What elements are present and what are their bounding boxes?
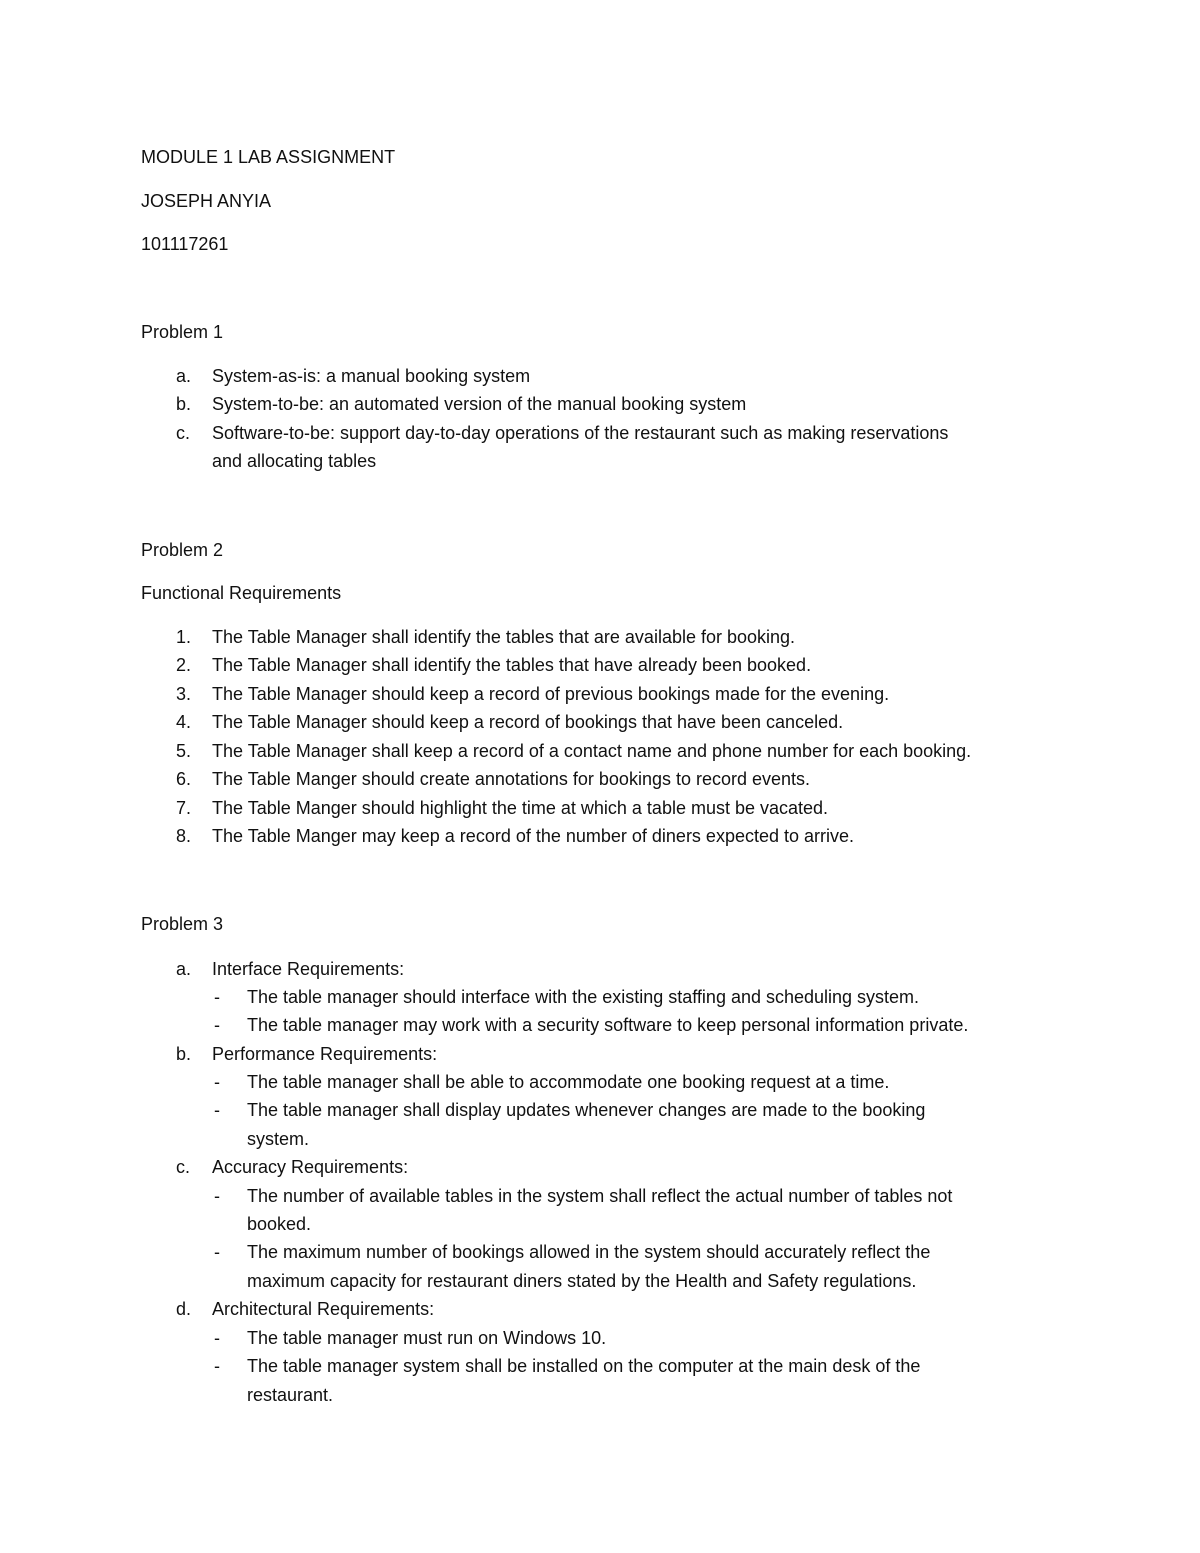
problem-1-heading: Problem 1 (141, 322, 224, 342)
section-title: Interface Requirements: (212, 959, 405, 979)
requirement-item: The Table Manager shall identify the tables that have already been booked. (212, 655, 812, 675)
bullet-item: The number of available tables in the system shall reflect the actual number of tables not (247, 1186, 953, 1206)
problem-2-heading: Problem 2 (141, 540, 224, 560)
list-marker: c. (176, 423, 191, 443)
problem-1-item: System-to-be: an automated version of the manual booking system (212, 394, 747, 414)
section-title: Performance Requirements: (212, 1044, 438, 1064)
bullet-item: The table manager should interface with the existing staffing and scheduling system. (247, 987, 920, 1007)
bullet-item: The table manager system shall be installed on the computer at the main desk of the (247, 1356, 921, 1376)
list-marker: b. (176, 394, 192, 414)
list-marker: c. (176, 1157, 191, 1177)
problem-1-item: Software-to-be: support day-to-day operations of the restaurant such as making reservations (212, 423, 949, 443)
list-marker: a. (176, 959, 192, 979)
problem-1-item-continued: and allocating tables (212, 451, 377, 471)
bullet-dash: - (214, 987, 220, 1007)
list-marker: 6. (176, 769, 192, 789)
requirement-item: The Table Manager should keep a record of previous bookings made for the evening. (212, 684, 890, 704)
list-marker: 3. (176, 684, 192, 704)
section-title: Architectural Requirements: (212, 1299, 435, 1319)
bullet-item-continued: booked. (247, 1214, 312, 1234)
list-marker: 2. (176, 655, 192, 675)
problem-2-subheading: Functional Requirements (141, 583, 342, 603)
list-marker: 1. (176, 627, 192, 647)
bullet-item: The table manager may work with a security software to keep personal information private. (247, 1015, 969, 1035)
bullet-item-continued: restaurant. (247, 1385, 334, 1405)
bullet-dash: - (214, 1186, 220, 1206)
requirement-item: The Table Manager shall keep a record of a contact name and phone number for each booking. (212, 741, 972, 761)
author-name: JOSEPH ANYIA (141, 191, 272, 211)
bullet-item: The table manager must run on Windows 10. (247, 1328, 607, 1348)
problem-1-item: System-as-is: a manual booking system (212, 366, 531, 386)
bullet-item: The table manager shall display updates whenever changes are made to the booking (247, 1100, 926, 1120)
bullet-item-continued: system. (247, 1129, 310, 1149)
problem-3-heading: Problem 3 (141, 914, 224, 934)
list-marker: 5. (176, 741, 192, 761)
requirement-item: The Table Manger should highlight the time at which a table must be vacated. (212, 798, 829, 818)
bullet-dash: - (214, 1356, 220, 1376)
document-title: MODULE 1 LAB ASSIGNMENT (141, 147, 396, 167)
bullet-dash: - (214, 1328, 220, 1348)
bullet-dash: - (214, 1100, 220, 1120)
list-marker: 7. (176, 798, 192, 818)
bullet-dash: - (214, 1072, 220, 1092)
list-marker: d. (176, 1299, 192, 1319)
list-marker: a. (176, 366, 192, 386)
bullet-dash: - (214, 1015, 220, 1035)
list-marker: 8. (176, 826, 192, 846)
bullet-item: The table manager shall be able to accommodate one booking request at a time. (247, 1072, 890, 1092)
list-marker: 4. (176, 712, 192, 732)
requirement-item: The Table Manger should create annotations for bookings to record events. (212, 769, 811, 789)
list-marker: b. (176, 1044, 192, 1064)
requirement-item: The Table Manager should keep a record of bookings that have been canceled. (212, 712, 844, 732)
bullet-item-continued: maximum capacity for restaurant diners stated by the Health and Safety regulations. (247, 1271, 917, 1291)
requirement-item: The Table Manger may keep a record of the number of diners expected to arrive. (212, 826, 855, 846)
bullet-dash: - (214, 1242, 220, 1262)
student-id: 101117261 (141, 234, 229, 254)
bullet-item: The maximum number of bookings allowed in the system should accurately reflect the (247, 1242, 931, 1262)
section-title: Accuracy Requirements: (212, 1157, 409, 1177)
requirement-item: The Table Manager shall identify the tables that are available for booking. (212, 627, 796, 647)
